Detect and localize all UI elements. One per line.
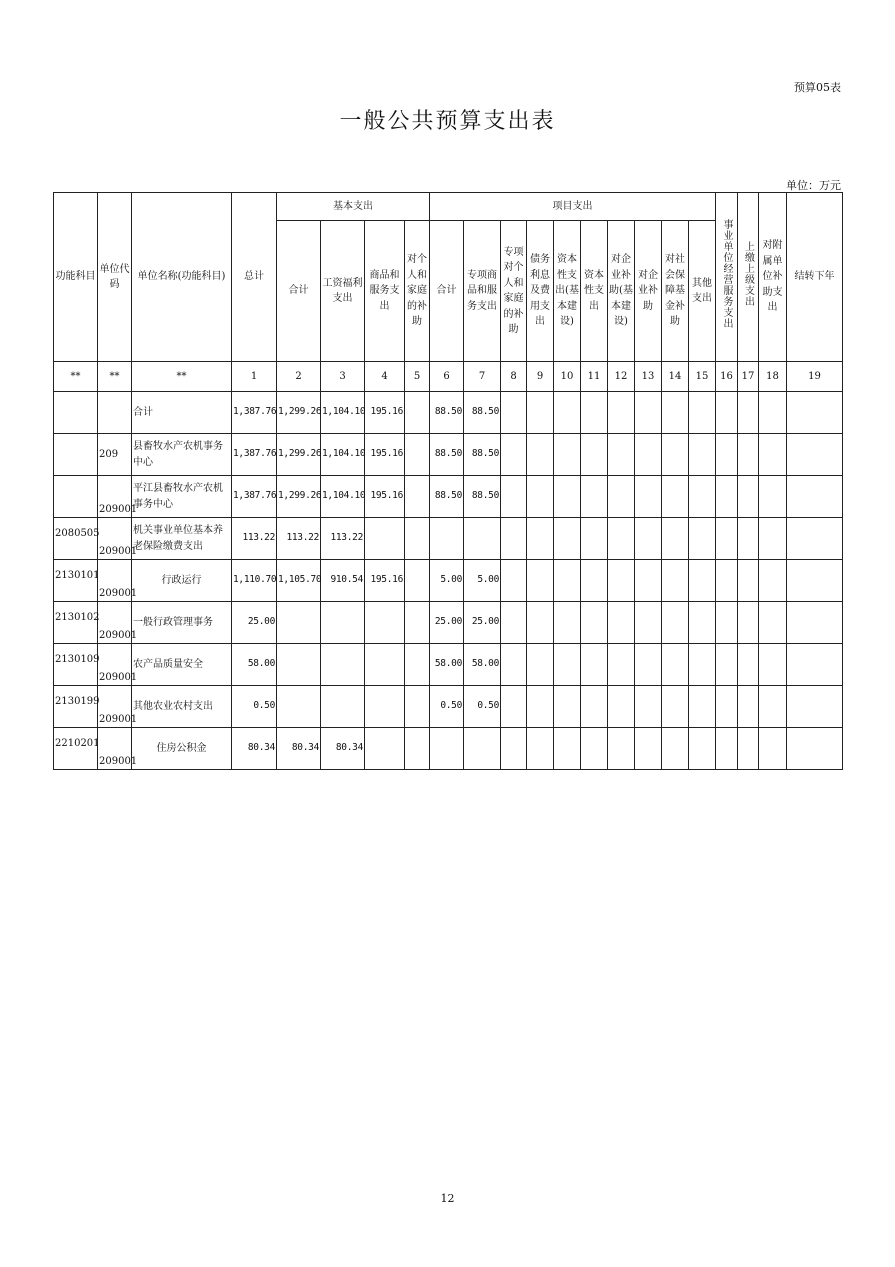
total-cell: 1,387.76 bbox=[232, 392, 277, 434]
empty-cell bbox=[608, 434, 635, 476]
func-code-cell bbox=[54, 434, 98, 476]
empty-cell bbox=[635, 728, 662, 770]
empty-cell bbox=[662, 644, 689, 686]
unit-name-cell: 机关事业单位基本养老保险缴费支出 bbox=[132, 518, 232, 560]
empty-cell bbox=[738, 644, 759, 686]
personal-subsidy-cell bbox=[405, 518, 430, 560]
personal-subsidy-cell bbox=[405, 434, 430, 476]
empty-cell bbox=[635, 392, 662, 434]
goods-services-cell: 195.16 bbox=[365, 476, 405, 518]
empty-cell bbox=[501, 476, 527, 518]
empty-cell bbox=[662, 392, 689, 434]
unit-label: 单位：万元 bbox=[786, 179, 841, 192]
personal-subsidy-cell bbox=[405, 560, 430, 602]
total-cell: 0.50 bbox=[232, 686, 277, 728]
header-total: 总计 bbox=[232, 193, 277, 362]
empty-cell bbox=[608, 602, 635, 644]
empty-cell bbox=[527, 518, 554, 560]
wages-cell bbox=[321, 602, 365, 644]
header-special-personal: 专项对个人和家庭的补助 bbox=[501, 221, 527, 362]
empty-cell bbox=[554, 560, 581, 602]
empty-cell bbox=[608, 686, 635, 728]
empty-cell bbox=[501, 392, 527, 434]
table-row bbox=[54, 644, 843, 686]
empty-cell bbox=[738, 476, 759, 518]
empty-cell bbox=[716, 686, 738, 728]
personal-subsidy-cell bbox=[405, 644, 430, 686]
empty-cell bbox=[662, 434, 689, 476]
unit-name-cell: 其他农业农村支出 bbox=[132, 686, 232, 728]
empty-cell bbox=[635, 518, 662, 560]
empty-cell bbox=[662, 602, 689, 644]
personal-subsidy-cell bbox=[405, 476, 430, 518]
personal-subsidy-cell bbox=[405, 602, 430, 644]
header-unit-name: 单位名称(功能科目) bbox=[132, 193, 232, 362]
empty-cell bbox=[759, 602, 787, 644]
unit-name-cell: 平江县畜牧水产农机事务中心 bbox=[132, 476, 232, 518]
header-func-code: 功能科目 bbox=[54, 193, 98, 362]
header-other: 其他支出 bbox=[689, 221, 716, 362]
index-cell: ** bbox=[54, 362, 98, 392]
index-cell: ** bbox=[98, 362, 132, 392]
empty-cell bbox=[716, 518, 738, 560]
goods-services-cell bbox=[365, 728, 405, 770]
index-cell: 6 bbox=[430, 362, 464, 392]
index-cell: 1 bbox=[232, 362, 277, 392]
func-code-cell: 2130109 bbox=[54, 644, 98, 686]
index-cell: 9 bbox=[527, 362, 554, 392]
table-row bbox=[54, 518, 843, 560]
empty-cell bbox=[608, 392, 635, 434]
empty-cell bbox=[554, 392, 581, 434]
empty-cell bbox=[554, 602, 581, 644]
header-carry-forward: 结转下年 bbox=[787, 193, 843, 362]
empty-cell bbox=[554, 518, 581, 560]
empty-cell bbox=[581, 728, 608, 770]
index-cell: 8 bbox=[501, 362, 527, 392]
empty-cell bbox=[716, 728, 738, 770]
empty-cell bbox=[501, 518, 527, 560]
empty-cell bbox=[716, 392, 738, 434]
empty-cell bbox=[787, 686, 843, 728]
project-total-cell: 25.00 bbox=[430, 602, 464, 644]
empty-cell bbox=[787, 434, 843, 476]
index-cell: 10 bbox=[554, 362, 581, 392]
total-cell: 80.34 bbox=[232, 728, 277, 770]
empty-cell bbox=[554, 686, 581, 728]
empty-cell bbox=[581, 644, 608, 686]
header-unit-code: 单位代码 bbox=[98, 193, 132, 362]
empty-cell bbox=[581, 434, 608, 476]
empty-cell bbox=[689, 728, 716, 770]
index-cell: 19 bbox=[787, 362, 843, 392]
empty-cell bbox=[689, 560, 716, 602]
empty-cell bbox=[608, 728, 635, 770]
index-cell: ** bbox=[132, 362, 232, 392]
goods-services-cell: 195.16 bbox=[365, 434, 405, 476]
empty-cell bbox=[581, 518, 608, 560]
empty-cell bbox=[635, 602, 662, 644]
table-body bbox=[54, 392, 843, 770]
header-subsidiary-subsidy: 对附属单位补助支出 bbox=[759, 193, 787, 362]
header-goods-services: 商品和服务支出 bbox=[365, 221, 405, 362]
empty-cell bbox=[635, 686, 662, 728]
empty-cell bbox=[689, 644, 716, 686]
project-total-cell: 88.50 bbox=[430, 392, 464, 434]
empty-cell bbox=[787, 728, 843, 770]
wages-cell bbox=[321, 644, 365, 686]
table-row bbox=[54, 476, 843, 518]
empty-cell bbox=[635, 434, 662, 476]
empty-cell bbox=[527, 728, 554, 770]
unit-name-cell: 行政运行 bbox=[132, 560, 232, 602]
header-social-security: 对社会保障基金补助 bbox=[662, 221, 689, 362]
index-cell: 18 bbox=[759, 362, 787, 392]
total-cell: 1,387.76 bbox=[232, 476, 277, 518]
index-cell: 12 bbox=[608, 362, 635, 392]
empty-cell bbox=[787, 392, 843, 434]
goods-services-cell bbox=[365, 518, 405, 560]
empty-cell bbox=[527, 476, 554, 518]
empty-cell bbox=[759, 476, 787, 518]
empty-cell bbox=[738, 728, 759, 770]
func-code-cell bbox=[54, 476, 98, 518]
empty-cell bbox=[501, 728, 527, 770]
special-goods-cell: 58.00 bbox=[464, 644, 501, 686]
project-total-cell: 88.50 bbox=[430, 476, 464, 518]
empty-cell bbox=[635, 560, 662, 602]
unit-code-cell: 209001 bbox=[98, 560, 132, 602]
empty-cell bbox=[527, 392, 554, 434]
wages-cell: 910.54 bbox=[321, 560, 365, 602]
wages-cell: 113.22 bbox=[321, 518, 365, 560]
empty-cell bbox=[608, 476, 635, 518]
index-cell: 17 bbox=[738, 362, 759, 392]
empty-cell bbox=[581, 392, 608, 434]
empty-cell bbox=[689, 602, 716, 644]
personal-subsidy-cell bbox=[405, 728, 430, 770]
empty-cell bbox=[554, 728, 581, 770]
unit-code-cell: 209001 bbox=[98, 476, 132, 518]
index-cell: 3 bbox=[321, 362, 365, 392]
wages-cell: 1,104.10 bbox=[321, 392, 365, 434]
empty-cell bbox=[759, 434, 787, 476]
index-cell: 2 bbox=[277, 362, 321, 392]
empty-cell bbox=[581, 686, 608, 728]
empty-cell bbox=[716, 602, 738, 644]
unit-code-cell: 209001 bbox=[98, 518, 132, 560]
empty-cell bbox=[608, 644, 635, 686]
func-code-cell: 2130101 bbox=[54, 560, 98, 602]
total-cell: 58.00 bbox=[232, 644, 277, 686]
table-row bbox=[54, 728, 843, 770]
empty-cell bbox=[527, 434, 554, 476]
index-cell: 15 bbox=[689, 362, 716, 392]
project-total-cell: 88.50 bbox=[430, 434, 464, 476]
empty-cell bbox=[738, 602, 759, 644]
wages-cell bbox=[321, 686, 365, 728]
header-project-group: 项目支出 bbox=[430, 193, 716, 221]
unit-code-cell bbox=[98, 392, 132, 434]
empty-cell bbox=[527, 602, 554, 644]
empty-cell bbox=[662, 686, 689, 728]
header-project-total: 合计 bbox=[430, 221, 464, 362]
header-enterprise: 对企业补助 bbox=[635, 221, 662, 362]
basic-total-cell bbox=[277, 644, 321, 686]
unit-name-cell: 农产品质量安全 bbox=[132, 644, 232, 686]
unit-name-cell: 住房公积金 bbox=[132, 728, 232, 770]
header-row-index bbox=[54, 362, 843, 392]
empty-cell bbox=[581, 602, 608, 644]
goods-services-cell bbox=[365, 686, 405, 728]
special-goods-cell: 88.50 bbox=[464, 392, 501, 434]
empty-cell bbox=[716, 476, 738, 518]
empty-cell bbox=[635, 476, 662, 518]
empty-cell bbox=[689, 434, 716, 476]
empty-cell bbox=[635, 644, 662, 686]
header-row-groups bbox=[54, 193, 843, 221]
header-remit-higher: 上缴上级支出 bbox=[738, 193, 759, 362]
header-capital-infra: 资本性支出(基本建设) bbox=[554, 221, 581, 362]
special-goods-cell bbox=[464, 518, 501, 560]
index-cell: 5 bbox=[405, 362, 430, 392]
empty-cell bbox=[608, 560, 635, 602]
empty-cell bbox=[527, 560, 554, 602]
unit-code-cell: 209 bbox=[98, 434, 132, 476]
goods-services-cell bbox=[365, 602, 405, 644]
special-goods-cell: 88.50 bbox=[464, 434, 501, 476]
empty-cell bbox=[689, 476, 716, 518]
project-total-cell: 0.50 bbox=[430, 686, 464, 728]
index-cell: 13 bbox=[635, 362, 662, 392]
basic-total-cell bbox=[277, 602, 321, 644]
goods-services-cell bbox=[365, 644, 405, 686]
empty-cell bbox=[759, 560, 787, 602]
table-row bbox=[54, 392, 843, 434]
empty-cell bbox=[787, 518, 843, 560]
page-number: 12 bbox=[440, 1192, 455, 1205]
unit-code-cell: 209001 bbox=[98, 728, 132, 770]
basic-total-cell: 113.22 bbox=[277, 518, 321, 560]
empty-cell bbox=[554, 476, 581, 518]
project-total-cell bbox=[430, 728, 464, 770]
empty-cell bbox=[662, 476, 689, 518]
empty-cell bbox=[738, 392, 759, 434]
unit-code-cell: 209001 bbox=[98, 644, 132, 686]
wages-cell: 1,104.10 bbox=[321, 434, 365, 476]
empty-cell bbox=[662, 518, 689, 560]
empty-cell bbox=[501, 560, 527, 602]
table-row bbox=[54, 560, 843, 602]
project-total-cell: 5.00 bbox=[430, 560, 464, 602]
index-cell: 7 bbox=[464, 362, 501, 392]
basic-total-cell bbox=[277, 686, 321, 728]
func-code-cell: 2080505 bbox=[54, 518, 98, 560]
special-goods-cell: 5.00 bbox=[464, 560, 501, 602]
header-debt-interest: 债务利息及费用支出 bbox=[527, 221, 554, 362]
header-special-goods: 专项商品和服务支出 bbox=[464, 221, 501, 362]
func-code-cell: 2130199 bbox=[54, 686, 98, 728]
empty-cell bbox=[716, 644, 738, 686]
form-number: 预算05表 bbox=[794, 81, 841, 94]
func-code-cell: 2130102 bbox=[54, 602, 98, 644]
total-cell: 1,387.76 bbox=[232, 434, 277, 476]
unit-code-cell: 209001 bbox=[98, 686, 132, 728]
empty-cell bbox=[759, 392, 787, 434]
header-enterprise-infra: 对企业补助(基本建设) bbox=[608, 221, 635, 362]
special-goods-cell bbox=[464, 728, 501, 770]
index-cell: 14 bbox=[662, 362, 689, 392]
empty-cell bbox=[501, 644, 527, 686]
empty-cell bbox=[738, 686, 759, 728]
personal-subsidy-cell bbox=[405, 686, 430, 728]
total-cell: 1,110.70 bbox=[232, 560, 277, 602]
unit-name-cell: 一般行政管理事务 bbox=[132, 602, 232, 644]
empty-cell bbox=[759, 728, 787, 770]
page-title: 一般公共预算支出表 bbox=[339, 109, 556, 134]
empty-cell bbox=[716, 560, 738, 602]
empty-cell bbox=[581, 476, 608, 518]
empty-cell bbox=[689, 686, 716, 728]
empty-cell bbox=[527, 686, 554, 728]
basic-total-cell: 1,299.26 bbox=[277, 392, 321, 434]
empty-cell bbox=[608, 518, 635, 560]
empty-cell bbox=[787, 560, 843, 602]
index-cell: 4 bbox=[365, 362, 405, 392]
empty-cell bbox=[581, 560, 608, 602]
header-institution-ops: 事业单位经营服务支出 bbox=[716, 193, 738, 362]
header-basic-total: 合计 bbox=[277, 221, 321, 362]
special-goods-cell: 88.50 bbox=[464, 476, 501, 518]
header-personal-subsidy: 对个人和家庭的补助 bbox=[405, 221, 430, 362]
wages-cell: 80.34 bbox=[321, 728, 365, 770]
empty-cell bbox=[787, 644, 843, 686]
func-code-cell: 2210201 bbox=[54, 728, 98, 770]
header-wages: 工资福利支出 bbox=[321, 221, 365, 362]
empty-cell bbox=[501, 602, 527, 644]
index-cell: 11 bbox=[581, 362, 608, 392]
empty-cell bbox=[662, 728, 689, 770]
empty-cell bbox=[759, 686, 787, 728]
empty-cell bbox=[554, 434, 581, 476]
basic-total-cell: 80.34 bbox=[277, 728, 321, 770]
budget-table bbox=[53, 192, 843, 770]
empty-cell bbox=[527, 644, 554, 686]
table-row bbox=[54, 434, 843, 476]
empty-cell bbox=[689, 518, 716, 560]
func-code-cell bbox=[54, 392, 98, 434]
project-total-cell: 58.00 bbox=[430, 644, 464, 686]
header-basic-group: 基本支出 bbox=[277, 193, 430, 221]
special-goods-cell: 0.50 bbox=[464, 686, 501, 728]
table-row bbox=[54, 686, 843, 728]
empty-cell bbox=[662, 560, 689, 602]
empty-cell bbox=[554, 644, 581, 686]
empty-cell bbox=[501, 686, 527, 728]
basic-total-cell: 1,299.26 bbox=[277, 434, 321, 476]
wages-cell: 1,104.10 bbox=[321, 476, 365, 518]
total-cell: 25.00 bbox=[232, 602, 277, 644]
empty-cell bbox=[759, 644, 787, 686]
empty-cell bbox=[689, 392, 716, 434]
special-goods-cell: 25.00 bbox=[464, 602, 501, 644]
empty-cell bbox=[787, 476, 843, 518]
unit-code-cell: 209001 bbox=[98, 602, 132, 644]
empty-cell bbox=[787, 602, 843, 644]
unit-name-cell: 合计 bbox=[132, 392, 232, 434]
table-row bbox=[54, 602, 843, 644]
unit-name-cell: 县畜牧水产农机事务中心 bbox=[132, 434, 232, 476]
empty-cell bbox=[759, 518, 787, 560]
empty-cell bbox=[738, 560, 759, 602]
basic-total-cell: 1,299.26 bbox=[277, 476, 321, 518]
project-total-cell bbox=[430, 518, 464, 560]
empty-cell bbox=[738, 518, 759, 560]
index-cell: 16 bbox=[716, 362, 738, 392]
empty-cell bbox=[738, 434, 759, 476]
empty-cell bbox=[501, 434, 527, 476]
empty-cell bbox=[716, 434, 738, 476]
personal-subsidy-cell bbox=[405, 392, 430, 434]
goods-services-cell: 195.16 bbox=[365, 560, 405, 602]
total-cell: 113.22 bbox=[232, 518, 277, 560]
header-capital: 资本性支出 bbox=[581, 221, 608, 362]
basic-total-cell: 1,105.70 bbox=[277, 560, 321, 602]
goods-services-cell: 195.16 bbox=[365, 392, 405, 434]
